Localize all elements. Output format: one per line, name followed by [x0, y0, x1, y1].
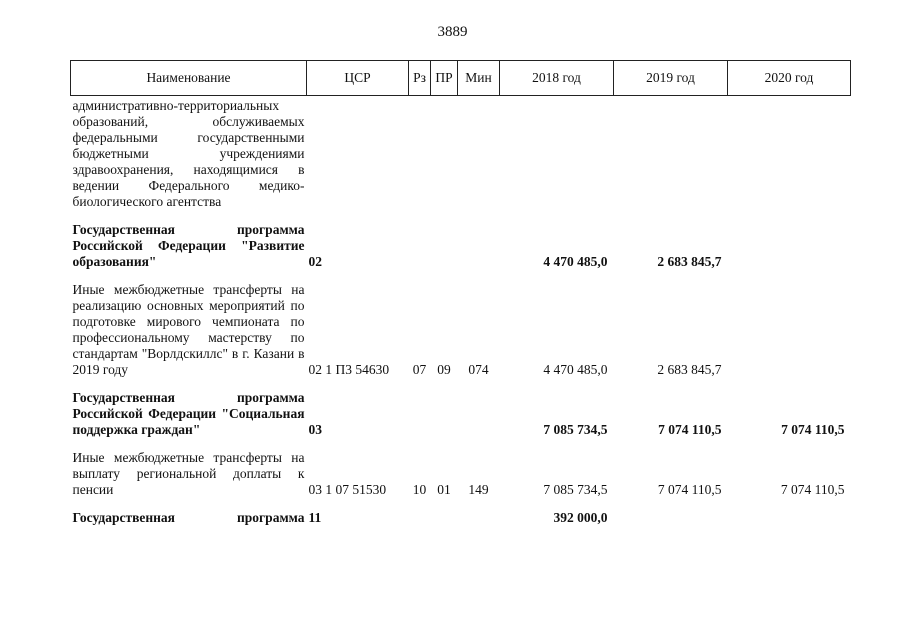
row-2020: 7 074 110,5	[780, 482, 845, 497]
row-2019	[614, 96, 728, 211]
table-row	[71, 96, 851, 211]
row-2019: 2 683 845,7	[657, 254, 722, 269]
row-pr	[431, 96, 458, 211]
table-row	[71, 510, 851, 526]
header-name: Наименование	[71, 61, 307, 96]
table-row	[71, 450, 851, 498]
header-2019: 2019 год	[614, 61, 728, 96]
header-pr: ПР	[431, 61, 458, 96]
row-min	[458, 222, 500, 270]
budget-table	[70, 60, 851, 526]
row-min	[458, 96, 500, 211]
row-2020: 7 074 110,5	[781, 422, 845, 437]
row-2018: 7 085 734,5	[543, 422, 608, 437]
header-csr: ЦСР	[307, 61, 409, 96]
header-min: Мин	[458, 61, 500, 96]
row-pr	[431, 390, 458, 438]
row-name: административно-территориальных образований, обслуживаемых федеральными государственными бюджетными учреждениями здравоохранения, находящимися в ведении Федерального медико-биологического агентства	[72, 98, 305, 209]
row-2020	[728, 222, 851, 270]
row-2019: 7 074 110,5	[657, 482, 722, 497]
row-2019	[614, 510, 728, 526]
row-name: Государственная программа Российской Федерации "Развитие образования"	[72, 222, 305, 269]
row-name: Государственная программа	[72, 510, 305, 525]
row-csr: 02 1 П3 54630	[308, 362, 390, 377]
row-name: Иные межбюджетные трансферты на реализацию основных мероприятий по подготовке мирового чемпионата по профессиональному мастерству по стандартам "Ворлдскиллс" в г. Казани в 2019 году	[72, 282, 305, 377]
table-header-row	[71, 61, 851, 96]
row-name: Государственная программа Российской Федерации "Социальная поддержка граждан"	[72, 390, 305, 437]
row-min: 074	[468, 362, 489, 377]
row-2020	[728, 510, 851, 526]
header-2018: 2018 год	[500, 61, 614, 96]
row-rz	[409, 96, 431, 211]
row-csr: 11	[308, 510, 322, 525]
header-rz: Рз	[409, 61, 431, 96]
row-csr: 02	[308, 254, 322, 269]
row-csr: 03 1 07 51530	[308, 482, 387, 497]
row-min: 149	[468, 482, 489, 497]
row-csr	[307, 96, 409, 211]
table-row	[71, 222, 851, 270]
table-row	[71, 282, 851, 378]
row-min	[458, 510, 500, 526]
table-row	[71, 390, 851, 438]
row-2020	[728, 96, 851, 211]
row-pr: 09	[437, 362, 451, 377]
row-2019: 2 683 845,7	[657, 362, 722, 377]
row-rz	[409, 390, 431, 438]
row-name: Иные межбюджетные трансферты на выплату региональной доплаты к пенсии	[72, 450, 305, 497]
row-pr: 01	[437, 482, 451, 497]
row-pr	[431, 222, 458, 270]
row-2018	[500, 96, 614, 211]
row-2019: 7 074 110,5	[658, 422, 722, 437]
row-pr	[431, 510, 458, 526]
row-csr: 03	[308, 422, 322, 437]
row-2018: 4 470 485,0	[543, 362, 608, 377]
row-2018: 392 000,0	[553, 510, 608, 525]
page-number: 3889	[437, 24, 468, 40]
header-2020: 2020 год	[728, 61, 851, 96]
row-rz: 07	[412, 362, 427, 377]
row-min	[458, 390, 500, 438]
row-2020	[728, 282, 851, 378]
row-rz: 10	[412, 482, 427, 497]
row-2018: 4 470 485,0	[543, 254, 608, 269]
row-2018: 7 085 734,5	[543, 482, 608, 497]
row-rz	[409, 222, 431, 270]
row-rz	[409, 510, 431, 526]
